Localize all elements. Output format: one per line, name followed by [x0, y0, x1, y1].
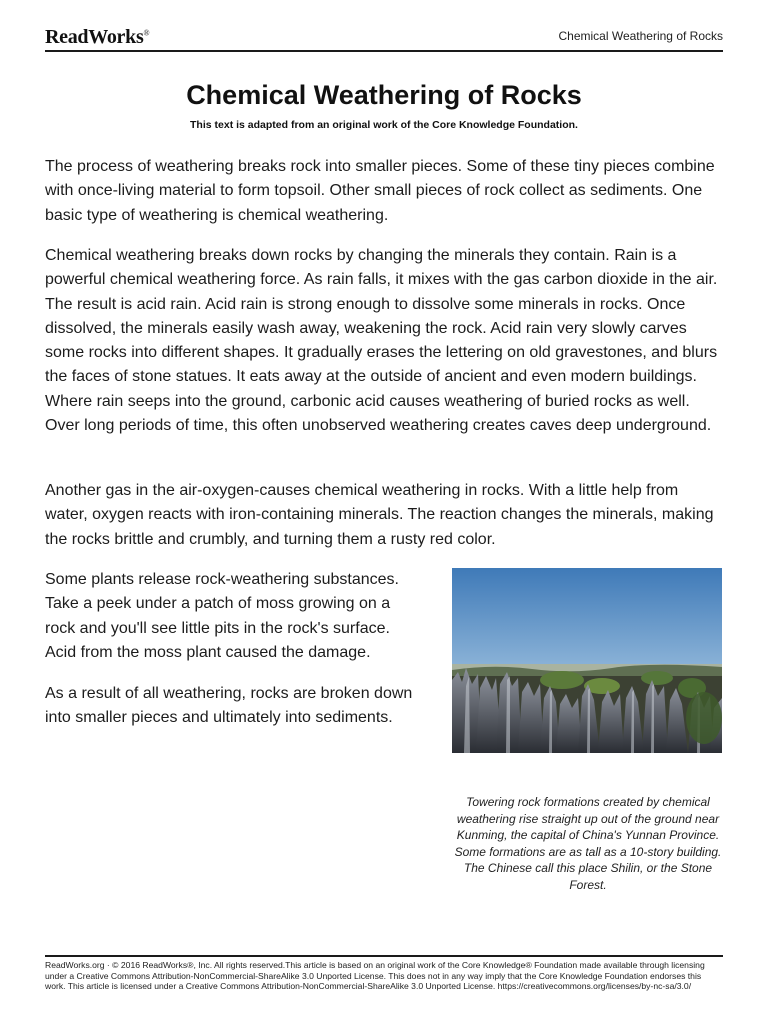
readworks-logo: [45, 26, 149, 49]
paragraph-1: The process of weathering breaks rock into smaller pieces. Some of these tiny pieces combine with once-living material to form topsoil. Other small pieces of rock collect as sediments. One basic type of weathering is chemical weathering.: [45, 158, 715, 224]
license-footer: ReadWorks.org · © 2016 ReadWorks®, Inc. All rights reserved.This article is based on an original work of the Core Knowledge® Foundation made available through licensing under a Creative Commons Attribution-NonCommercial-ShareAlike 3.0 Unported License. This does not in any way imply that the Core Knowledge Foundation endorses this work. This article is licensed under a Creative Commons Attribution-NonCommercial-ShareAlike 3.0 Unported License. https://creativecommons.org/licenses/by-nc-sa/3.0/: [45, 955, 723, 992]
article-subtitle: This text is adapted from an original work of the Core Knowledge Foundation.: [190, 119, 578, 131]
stone-forest-photo: [452, 568, 722, 753]
logo-registered-mark: ®: [143, 28, 150, 38]
paragraph-2: Chemical weathering breaks down rocks by changing the minerals they contain. Rain is a powerful chemical weathering force. As rain falls, it mixes with the gas carbon dioxide in the air. The result is acid rain. Acid rain is strong enough to dissolve some minerals in rocks. Once dissolved, the minerals easily wash away, weakening the rock. Acid rain very slowly carves some rocks into different shapes. It gradually erases the lettering on old gravestones, and blurs the faces of stone statues. It eats away at the outside of ancient and even modern buildings. Where rain seeps into the ground, carbonic acid causes weathering of buried rocks as well. Over long periods of time, this often unobserved weathering creates caves deep underground.: [45, 247, 718, 435]
logo-text: ReadWorks: [45, 26, 144, 48]
paragraph-3: Another gas in the air-oxygen-causes chemical weathering in rocks. With a little help from water, oxygen reacts with iron-containing minerals. The reaction changes the minerals, making the rocks brittle and crumbly, and turning them a rusty red color.: [45, 482, 714, 548]
page-header: [45, 24, 723, 52]
header-doc-title: Chemical Weathering of Rocks: [558, 29, 723, 43]
photo-caption: Towering rock formations created by chemical weathering rise straight up out of the ground near Kunming, the capital of China's Yunnan Province. Some formations are as tall as a 10-story building. The Chinese call this place Shilin, or the Stone Forest.: [454, 795, 722, 892]
paragraph-4: Some plants release rock-weathering substances. Take a peek under a patch of moss growing on a rock and you'll see little pits in the rock's surface. Acid from the moss plant caused the damage.: [45, 571, 399, 661]
paragraph-5: As a result of all weathering, rocks are broken down into smaller pieces and ultimately into sediments.: [45, 685, 413, 727]
article-title: Chemical Weathering of Rocks: [186, 80, 582, 110]
